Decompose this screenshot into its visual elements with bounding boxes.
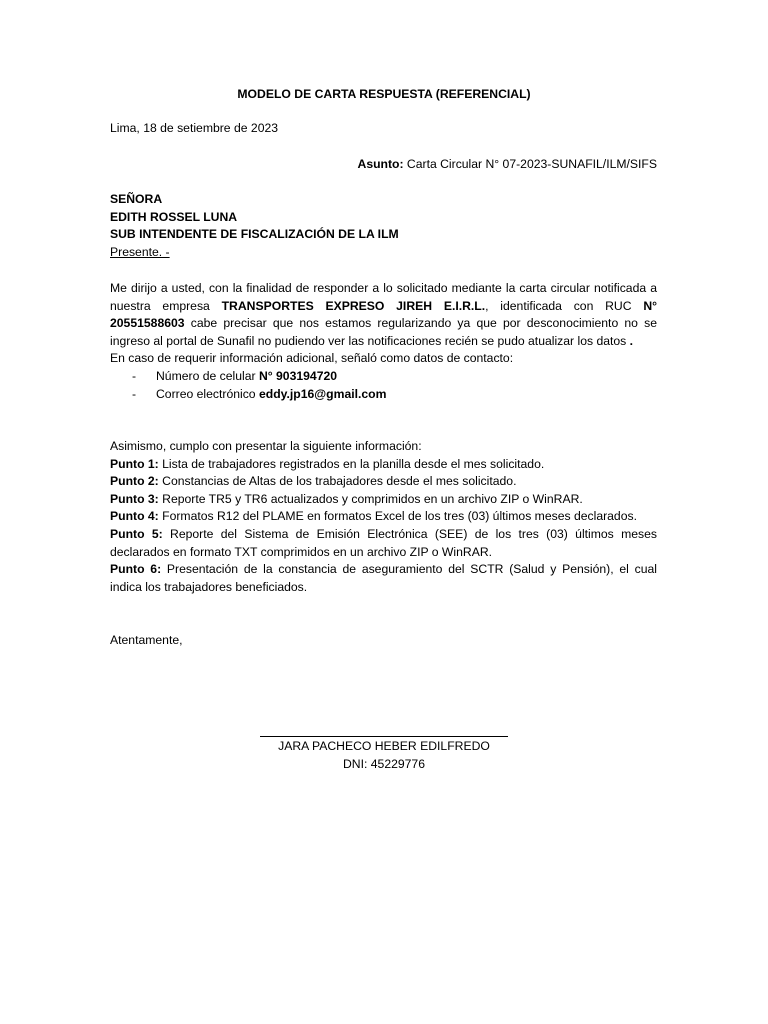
point-label: Punto 2:: [110, 474, 159, 489]
point-item: [110, 561, 657, 596]
point-label: Punto 4:: [110, 509, 159, 524]
ruc-number: N° 20551588603: [110, 298, 657, 331]
phone-number: N° 903194720: [258, 368, 338, 383]
body-text: Me dirijo a usted, con la finalidad de responder a lo solicitado mediante la carta circular notificada a nuestra empresa: [110, 281, 657, 313]
contact-label: Número de celular: [156, 368, 259, 383]
subject-label: Asunto:: [357, 157, 404, 171]
signature-line: [260, 736, 508, 737]
closing-text: Atentamente,: [110, 633, 183, 647]
contact-list: [110, 368, 657, 403]
point-item: [110, 491, 657, 509]
signer-name: JARA PACHECO HEBER EDILFREDO: [278, 739, 490, 753]
point-label: Punto 6:: [110, 562, 162, 577]
letter-body: [110, 280, 657, 403]
addressee-block: [110, 191, 657, 261]
body-paragraph: [110, 280, 657, 350]
point-text: Formatos R12 del PLAME en formatos Excel de los tres (03) últimos meses declarados.: [158, 509, 637, 524]
point-text: Presentación de la constancia de aseguramiento del SCTR (Salud y Pensión), el cual indica los trabajadores beneficiados.: [110, 562, 657, 594]
subject-line: [110, 156, 657, 174]
company-name: TRANSPORTES EXPRESO JIREH E.I.R.L.: [221, 298, 486, 313]
information-intro: Asimismo, cumplo con presentar la siguiente información:: [110, 439, 422, 453]
contact-intro: En caso de requerir información adicional, señaló como datos de contacto:: [110, 351, 514, 366]
letter-date: Lima, 18 de setiembre de 2023: [110, 121, 279, 135]
body-text: , identificada con RUC: [485, 298, 644, 313]
point-text: Lista de trabajadores registrados en la planilla desde el mes solicitado.: [158, 456, 545, 471]
point-item: [110, 508, 657, 526]
subject-text: Carta Circular N° 07-2023-SUNAFIL/ILM/SIFS: [403, 157, 657, 171]
contact-label: Correo electrónico: [156, 386, 259, 401]
list-dash: -: [132, 386, 137, 401]
point-text: Constancias de Altas de los trabajadores desde el mes solicitado.: [158, 474, 517, 489]
body-text: .: [629, 333, 634, 348]
signer-dni: DNI: 45229776: [343, 757, 425, 771]
presente-text: Presente. -: [110, 244, 170, 259]
list-item: [110, 368, 657, 386]
point-label: Punto 5:: [110, 526, 163, 541]
point-item: [110, 526, 657, 561]
point-text: Reporte TR5 y TR6 actualizados y comprimidos en un archivo ZIP o WinRAR.: [158, 491, 583, 506]
point-item: [110, 456, 657, 474]
letter-title: MODELO DE CARTA RESPUESTA (REFERENCIAL): [237, 87, 531, 101]
list-dash: -: [132, 368, 137, 383]
point-text: Reporte del Sistema de Emisión Electrónica (SEE) de los tres (03) últimos meses declarados en formato TXT comprimidos en un archivo ZIP o WinRAR.: [110, 526, 657, 559]
addressee-position: SUB INTENDENTE DE FISCALIZACIÓN DE LA ILM: [110, 227, 399, 242]
addressee-name: EDITH ROSSEL LUNA: [110, 209, 238, 224]
email-address: eddy.jp16@gmail.com: [258, 386, 387, 401]
point-label: Punto 1:: [110, 456, 159, 471]
addressee-salutation: SEÑORA: [110, 192, 163, 206]
body-text: cabe precisar que nos estamos regularizando ya que por desconocimiento no se ingreso al portal de Sunafil no pudiendo ver las notificaciones recién se pudo atualizar los datos: [110, 316, 657, 348]
list-item: [110, 386, 657, 404]
information-section: [110, 438, 657, 596]
point-label: Punto 3:: [110, 491, 159, 506]
point-item: [110, 473, 657, 491]
